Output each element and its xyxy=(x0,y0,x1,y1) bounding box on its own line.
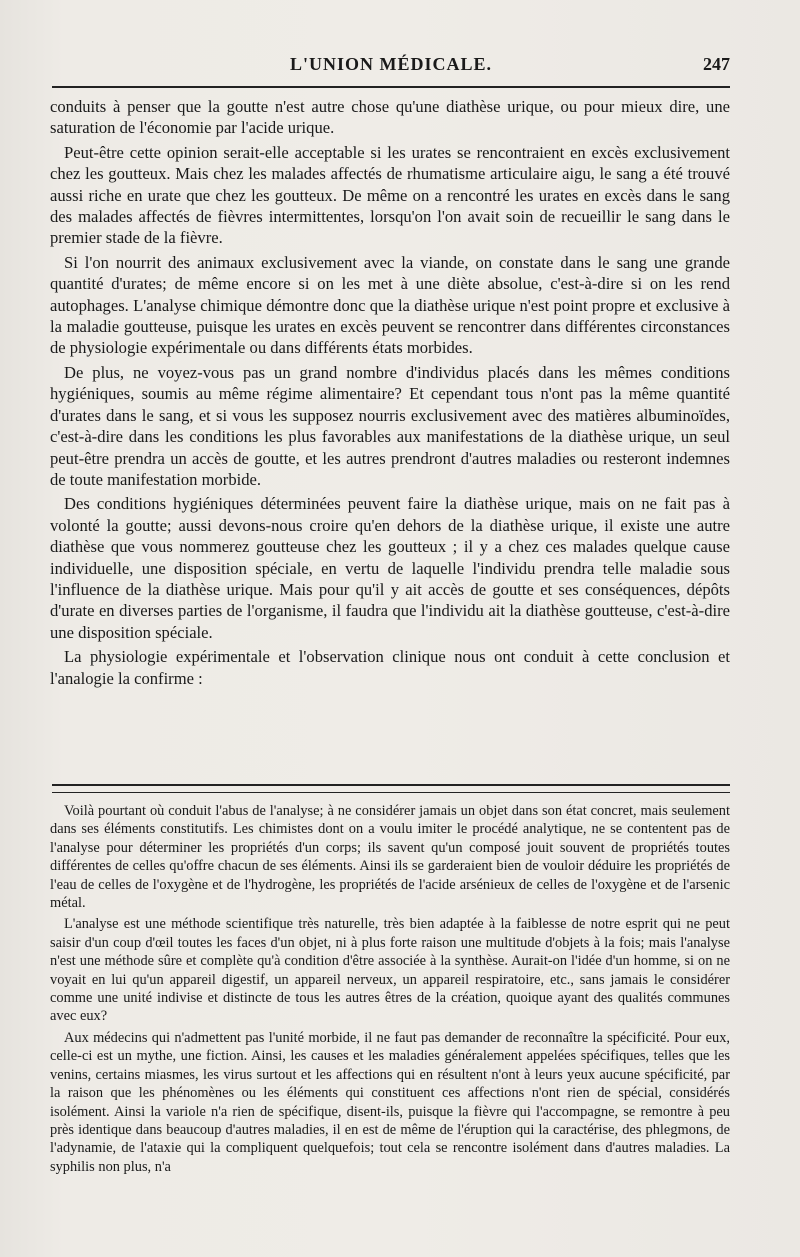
paragraph: Si l'on nourrit des animaux exclusivement avec la viande, on constate dans le sang une grande quantité d'urates; de même encore si on les met à une diète absolue, c'est-à-dire si on les rend autophages. L'analyse chimique démontre donc que la diathèse urique n'est point propre et exclusive à la maladie goutteuse, puisque les urates en excès peuvent se rencontrer dans différentes circonstances de physiologie expérimentale ou dans différents états morbides. xyxy=(50,252,730,358)
paragraph: conduits à penser que la goutte n'est autre chose qu'une diathèse urique, ou pour mieux dire, une saturation de l'économie par l'acide urique. xyxy=(50,97,730,138)
paragraph: Des conditions hygiéniques déterminées peuvent faire la diathèse urique, mais on ne fait pas à volonté la goutte; aussi devons-nous croire qu'en dehors de la diathèse urique, il existe une autre diathèse que vous nommerez goutteuse chez les goutteux ; il y a chez ces malades quelque cause individuelle, une disposition spéciale, en vertu de laquelle l'individu prendra telle maladie sous l'influence de la diathèse urique. Mais pour qu'il y ait accès de goutte et ses conséquences, dépôts d'urate en diverses parties de l'organisme, il faudra que l'individu ait la diathèse goutteuse, c'est-à-dire une disposition spéciale. xyxy=(50,494,730,642)
running-header xyxy=(52,50,730,86)
paragraph: Peut-être cette opinion serait-elle acceptable si les urates se rencontraient en excès exclusivement chez les goutteux. Mais chez les malades affectés de rhumatisme articulaire aigu, le sang a été trouvé aussi riche en urate que chez les goutteux. De même on a rencontré les urates en excès dans le sang des malades affectés de fièvres intermittentes, lorsqu'on l'on avait soin de recueillir le sang dans le premier stade de la fièvre. xyxy=(50,142,730,248)
footnote-paragraph: L'analyse est une méthode scientifique très naturelle, très bien adaptée à la faiblesse de notre esprit qui ne peut saisir d'un coup d'œil toutes les faces d'un objet, ni à plus forte raison une multitude d'objets à la fois; mais l'analyse n'est une méthode sûre et complète qu'à condition d'être associée à la synthèse. Aurait-on l'idée d'un homme, si on ne voyait en lui qu'un appareil digestif, un appareil nerveux, un appareil respiratoire, etc., sans jamais le considérer comme une unité indivise et distincte de tous les autres êtres de la création, quoique ayant des qualités communes avec eux? xyxy=(50,916,730,1025)
header-rule xyxy=(52,86,730,88)
section-divider xyxy=(52,784,730,793)
footnote-paragraph: Voilà pourtant où conduit l'abus de l'analyse; à ne considérer jamais un objet dans son état concret, mais seulement dans ses éléments constitutifs. Les chimistes dont on a voulu imiter le procédé analytique, ne se contentent pas de l'analyse pour déterminer les propriétés d'un corps; ils savent qu'un composé jouit souvent de propriétés toutes différentes de celles qu'offre chacun de ses éléments. Ainsi ils se garderaient bien de vouloir déduire les propriétés de l'eau de celles de l'oxygène et de l'hydrogène, les propriétés de l'acide arsénieux de celles de l'oxygène et de l'arsenic métal. xyxy=(50,803,730,912)
paragraph: La physiologie expérimentale et l'observation clinique nous ont conduit à cette conclusion et l'analogie la confirme : xyxy=(50,647,730,688)
main-text xyxy=(50,96,730,689)
journal-title: L'UNION MÉDICALE. xyxy=(289,54,493,74)
page-number: 247 xyxy=(703,54,730,74)
paragraph: De plus, ne voyez-vous pas un grand nombre d'individus placés dans les mêmes conditions hygiéniques, soumis au même régime alimentaire? Et cependant tous n'ont pas la même quantité d'urates dans le sang, et si vous les supposez nourris exclusivement avec des matières albuminoïdes, c'est-à-dire dans les conditions les plus favorables aux manifestations de la diathèse urique, un seul peut-être prendra un accès de goutte, et les autres prendront d'autres maladies ou resteront indemnes de toute manifestation morbide. xyxy=(50,362,730,489)
footnote-paragraph: Aux médecins qui n'admettent pas l'unité morbide, il ne faut pas demander de reconnaître la spécificité. Pour eux, celle-ci est un mythe, une fiction. Ainsi, les causes et les maladies généralement appelées spécifiques, telles que les venins, certains miasmes, les virus surtout et les affections qui en résultent n'ont à leurs yeux aucune spécificité, par la raison que les phénomènes ou les éléments qui constituent ces affections n'ont rien de spécial, considérés isolément. Ainsi la variole n'a rien de spécifique, disent-ils, puisque la fièvre qui l'accompagne, se remontre à peu près identique dans beaucoup d'autres maladies, il en est de même de l'éruption qui la caractérise, des phlegmons, de l'adynamie, de l'ataxie qui la compliquent quelquefois; tout cela se rencontre isolément dans d'autres maladies. La syphilis non plus, n'a xyxy=(50,1029,730,1175)
footnote-text xyxy=(50,802,730,1176)
